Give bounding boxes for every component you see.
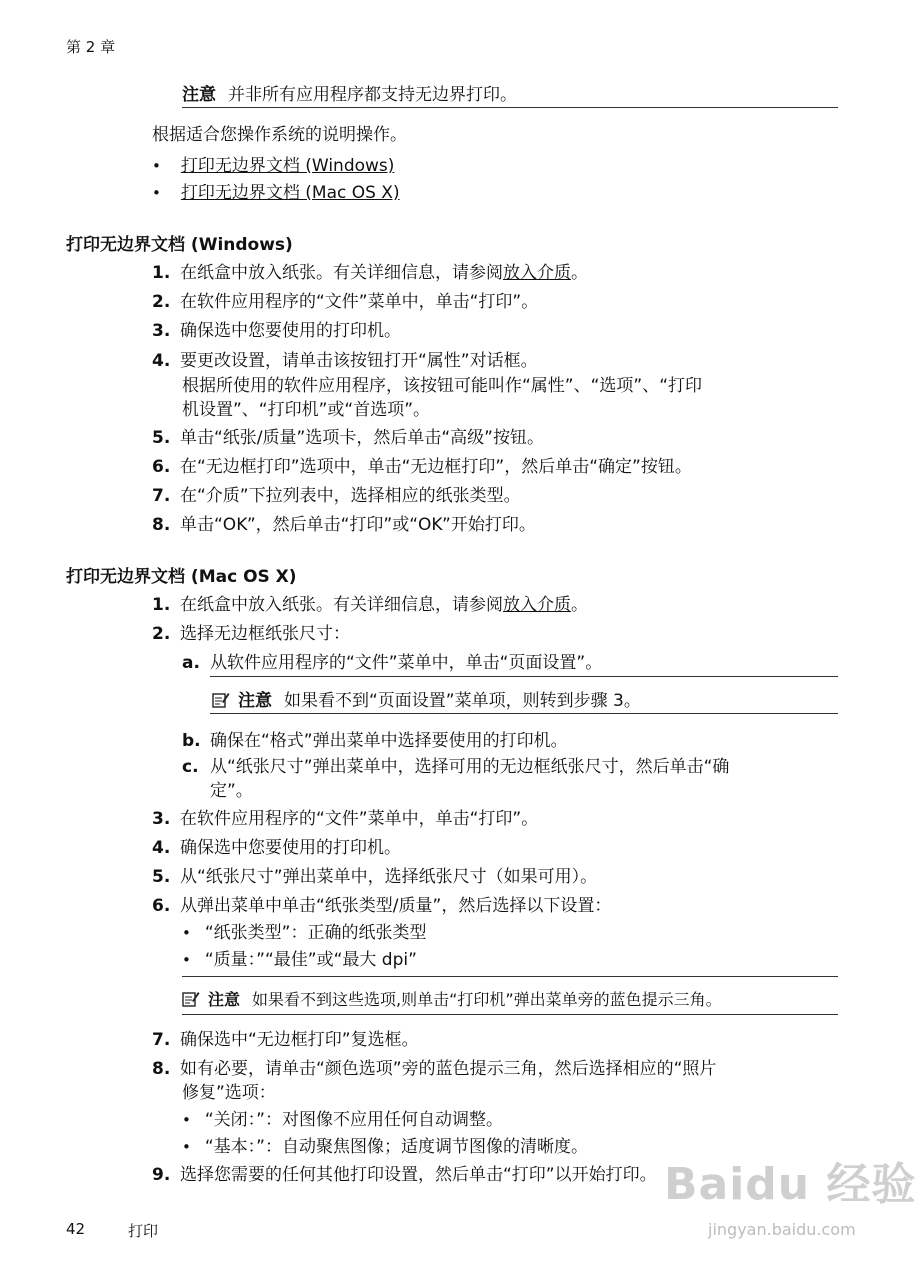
link-load-media[interactable]: 放入介质 <box>503 595 571 615</box>
step-tail: 。 <box>571 263 588 283</box>
mac-step-8 <box>152 1054 716 1079</box>
step-text: 选择无边框纸张尺寸： <box>180 624 350 644</box>
mac-step-6 <box>152 891 611 916</box>
step6-bullet-2 <box>182 945 417 970</box>
note-6 <box>182 987 722 1010</box>
mac-substep-b <box>182 726 568 751</box>
step-number: 4. <box>152 838 171 858</box>
step-number: 3. <box>152 321 171 341</box>
bullet: • <box>182 924 191 942</box>
step8-bullet-2 <box>182 1132 588 1157</box>
step-text: 从“纸张尺寸”弹出菜单中，选择纸张尺寸（如果可用）。 <box>180 867 598 887</box>
step-number: 1. <box>152 263 171 283</box>
bullet-text: “质量：”“最佳”或“最大 dpi” <box>204 950 417 970</box>
win-step-4-extra-1: 根据所使用的软件应用程序，该按钮可能叫作“属性”、“选项”、“打印 <box>182 376 703 396</box>
watermark-logo: Baidu 经验 <box>664 1159 917 1210</box>
step-number: 9. <box>152 1165 171 1185</box>
step-text: 从弹出菜单中单击“纸张类型/质量”，然后选择以下设置： <box>180 896 612 916</box>
substep-letter: a. <box>182 653 200 673</box>
note-a <box>212 686 641 711</box>
bullet: • <box>152 184 161 202</box>
mac-step-3 <box>152 804 538 829</box>
step-number: 8. <box>152 515 171 535</box>
note-divider <box>210 713 838 714</box>
note-label: 注意 <box>238 691 272 711</box>
step-number: 5. <box>152 428 171 448</box>
link-windows[interactable]: 打印无边界文档 (Windows) <box>180 156 395 176</box>
bullet: • <box>182 1111 191 1129</box>
footer-section: 打印 <box>128 1222 159 1240</box>
note-text: 并非所有应用程序都支持无边界打印。 <box>228 85 517 105</box>
step8-bullet-1 <box>182 1105 503 1130</box>
step-number: 2. <box>152 292 171 312</box>
bullet-text: “关闭：”：对图像不应用任何自动调整。 <box>204 1110 503 1130</box>
step-number: 4. <box>152 351 171 371</box>
step-number: 6. <box>152 896 171 916</box>
win-step-8 <box>152 510 536 535</box>
step-text: 要更改设置，请单击该按钮打开“属性”对话框。 <box>180 351 538 371</box>
link-item-windows[interactable] <box>152 151 394 176</box>
step-number: 1. <box>152 595 171 615</box>
mac-step-4 <box>152 833 401 858</box>
mac-substep-c-line-2: 定”。 <box>210 781 253 801</box>
section-heading-windows: 打印无边界文档 (Windows) <box>66 235 293 255</box>
step-text: 选择您需要的任何其他打印设置，然后单击“打印”以开始打印。 <box>180 1165 657 1185</box>
step-text: 在“无边框打印”选项中，单击“无边框打印”，然后单击“确定”按钮。 <box>180 457 692 477</box>
watermark-url: jingyan.baidu.com <box>708 1220 856 1239</box>
note-text: 如果看不到这些选项,则单击“打印机”弹出菜单旁的蓝色提示三角。 <box>252 990 722 1009</box>
bullet-text: “纸张类型”：正确的纸张类型 <box>204 923 427 943</box>
step-number: 8. <box>152 1059 171 1079</box>
substep-text: 从“纸张尺寸”弹出菜单中，选择可用的无边框纸张尺寸，然后单击“确 <box>210 757 730 777</box>
win-step-6 <box>152 452 692 477</box>
step-text: 在纸盒中放入纸张。有关详细信息，请参阅 <box>180 595 503 615</box>
note-divider <box>182 976 838 977</box>
win-step-2 <box>152 287 538 312</box>
mac-substep-c <box>182 752 729 777</box>
step-text: 单击“纸张/质量”选项卡，然后单击“高级”按钮。 <box>180 428 544 448</box>
step-text: 单击“OK”，然后单击“打印”或“OK”开始打印。 <box>180 515 536 535</box>
link-mac[interactable]: 打印无边界文档 (Mac OS X) <box>180 183 400 203</box>
substep-text: 确保在“格式”弹出菜单中选择要使用的打印机。 <box>210 731 568 751</box>
bullet-text: “基本：”：自动聚焦图像；适度调节图像的清晰度。 <box>204 1137 588 1157</box>
note-pencil-icon <box>212 691 230 709</box>
page-number: 42 <box>66 1220 86 1238</box>
intro-text: 根据适合您操作系统的说明操作。 <box>152 125 407 145</box>
step-number: 2. <box>152 624 171 644</box>
win-step-1 <box>152 258 588 283</box>
step-number: 3. <box>152 809 171 829</box>
mac-step-8-line-2: 修复”选项： <box>182 1083 276 1103</box>
step-number: 7. <box>152 1030 171 1050</box>
mac-step-5 <box>152 862 597 887</box>
chapter-label: 第 2 章 <box>66 38 116 56</box>
win-step-7 <box>152 481 521 506</box>
note-pencil-icon <box>182 990 200 1008</box>
substep-letter: b. <box>182 731 201 751</box>
step-number: 7. <box>152 486 171 506</box>
bullet: • <box>182 1138 191 1156</box>
substep-text: 从软件应用程序的“文件”菜单中，单击“页面设置”。 <box>210 653 603 673</box>
win-step-4-extra-2: 机设置”、“打印机”或“首选项”。 <box>182 400 431 420</box>
step6-bullet-1 <box>182 918 426 943</box>
step-text: 在“介质”下拉列表中，选择相应的纸张类型。 <box>180 486 521 506</box>
step-text: 如有必要，请单击“颜色选项”旁的蓝色提示三角，然后选择相应的“照片 <box>180 1059 717 1079</box>
step-text: 确保选中“无边框打印”复选框。 <box>180 1030 419 1050</box>
win-step-4 <box>152 346 538 371</box>
section-heading-mac: 打印无边界文档 (Mac OS X) <box>66 567 297 587</box>
step-number: 6. <box>152 457 171 477</box>
note-label: 注意 <box>182 85 216 105</box>
mac-step-7 <box>152 1025 419 1050</box>
bullet: • <box>152 157 161 175</box>
win-step-3 <box>152 316 401 341</box>
step-number: 5. <box>152 867 171 887</box>
step-text: 在纸盒中放入纸张。有关详细信息，请参阅 <box>180 263 503 283</box>
bullet: • <box>182 951 191 969</box>
note-divider <box>182 107 838 108</box>
step-tail: 。 <box>571 595 588 615</box>
step-text: 在软件应用程序的“文件”菜单中，单击“打印”。 <box>180 809 539 829</box>
note-text: 如果看不到“页面设置”菜单项，则转到步骤 3。 <box>284 691 641 711</box>
mac-step-1 <box>152 590 588 615</box>
note-divider <box>182 1014 838 1015</box>
step-text: 在软件应用程序的“文件”菜单中，单击“打印”。 <box>180 292 539 312</box>
step-text: 确保选中您要使用的打印机。 <box>180 321 401 341</box>
link-load-media[interactable]: 放入介质 <box>503 263 571 283</box>
mac-substep-a <box>182 648 602 673</box>
link-item-mac[interactable] <box>152 178 400 203</box>
mac-step-9 <box>152 1160 657 1185</box>
note-label: 注意 <box>208 990 241 1009</box>
substep-letter: c. <box>182 757 199 777</box>
step-text: 确保选中您要使用的打印机。 <box>180 838 401 858</box>
mac-step-2 <box>152 619 350 644</box>
top-note <box>182 80 517 105</box>
win-step-5 <box>152 423 544 448</box>
note-divider <box>210 676 838 677</box>
